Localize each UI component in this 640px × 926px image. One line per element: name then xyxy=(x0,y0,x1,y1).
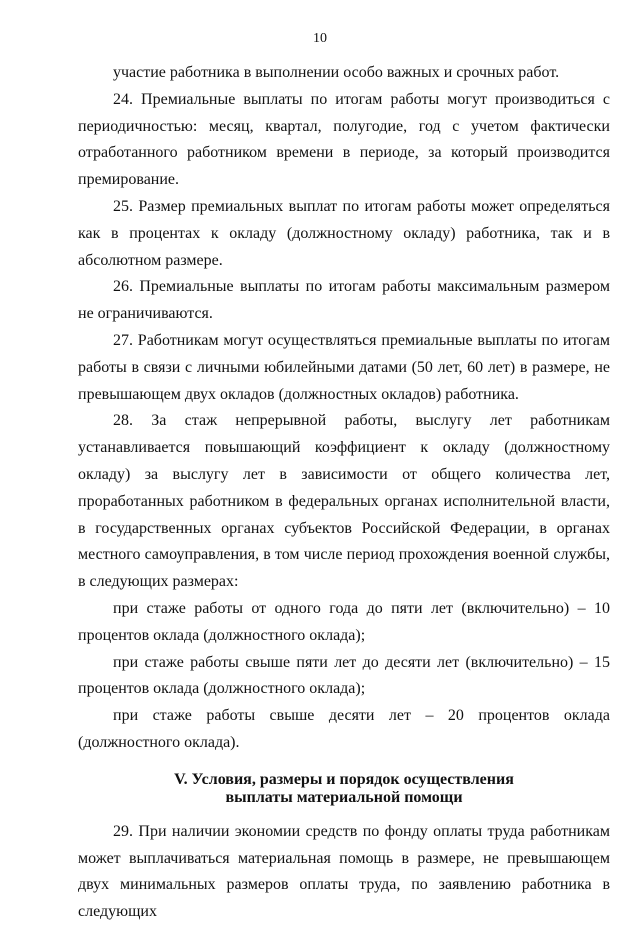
section-heading-line-1: V. Условия, размеры и порядок осуществления xyxy=(174,770,514,788)
paragraph-28: 28. За стаж непрерывной работы, выслугу лет работникам устанавливается повышающий коэффициент к окладу (должностному окладу) за выслугу лет в зависимости от общего количества лет, проработанных работником в федеральных органах исполнительной власти, в государственных органах субъектов Российской Федерации, в органах местного самоуправления, в том числе период прохождения военной службы, в следующих размерах: xyxy=(78,412,610,591)
paragraph-26: 26. Премиальные выплаты по итогам работы максимальным размером не ограничиваются. xyxy=(78,278,610,323)
page-number: 10 xyxy=(313,31,327,46)
document-body xyxy=(78,60,610,926)
paragraph-continuation: участие работника в выполнении особо важных и срочных работ. xyxy=(113,64,560,81)
list-item-1-5-years: при стаже работы от одного года до пяти лет (включительно) – 10 процентов оклада (должностного оклада); xyxy=(78,599,610,644)
paragraph-25: 25. Размер премиальных выплат по итогам работы может определяться как в процентах к окладу (должностному окладу) работника, так и в абсолютном размере. xyxy=(78,197,610,269)
section-heading xyxy=(78,771,610,807)
paragraph-29: 29. При наличии экономии средств по фонду оплаты труда работникам может выплачиваться материальная помощь в размере, не превышающем двух минимальных размеров оплаты труда, по заявлению работника в следующих xyxy=(78,822,610,921)
paragraph-27: 27. Работникам могут осуществляться премиальные выплаты по итогам работы в связи с личными юбилейными датами (50 лет, 60 лет) в размере, не превышающем двух окладов (должностных окладов) работника. xyxy=(78,331,610,403)
list-item-5-10-years: при стаже работы свыше пяти лет до десяти лет (включительно) – 15 процентов оклада (должностного оклада); xyxy=(78,653,610,698)
list-item-over-10-years: при стаже работы свыше десяти лет – 20 процентов оклада (должностного оклада). xyxy=(78,707,610,751)
paragraph-24: 24. Премиальные выплаты по итогам работы могут производиться с периодичностью: месяц, квартал, полугодие, год с учетом фактически отработанного работником времени в периоде, за который производится премирование. xyxy=(78,90,610,189)
section-heading-line-2: выплаты материальной помощи xyxy=(225,788,463,806)
